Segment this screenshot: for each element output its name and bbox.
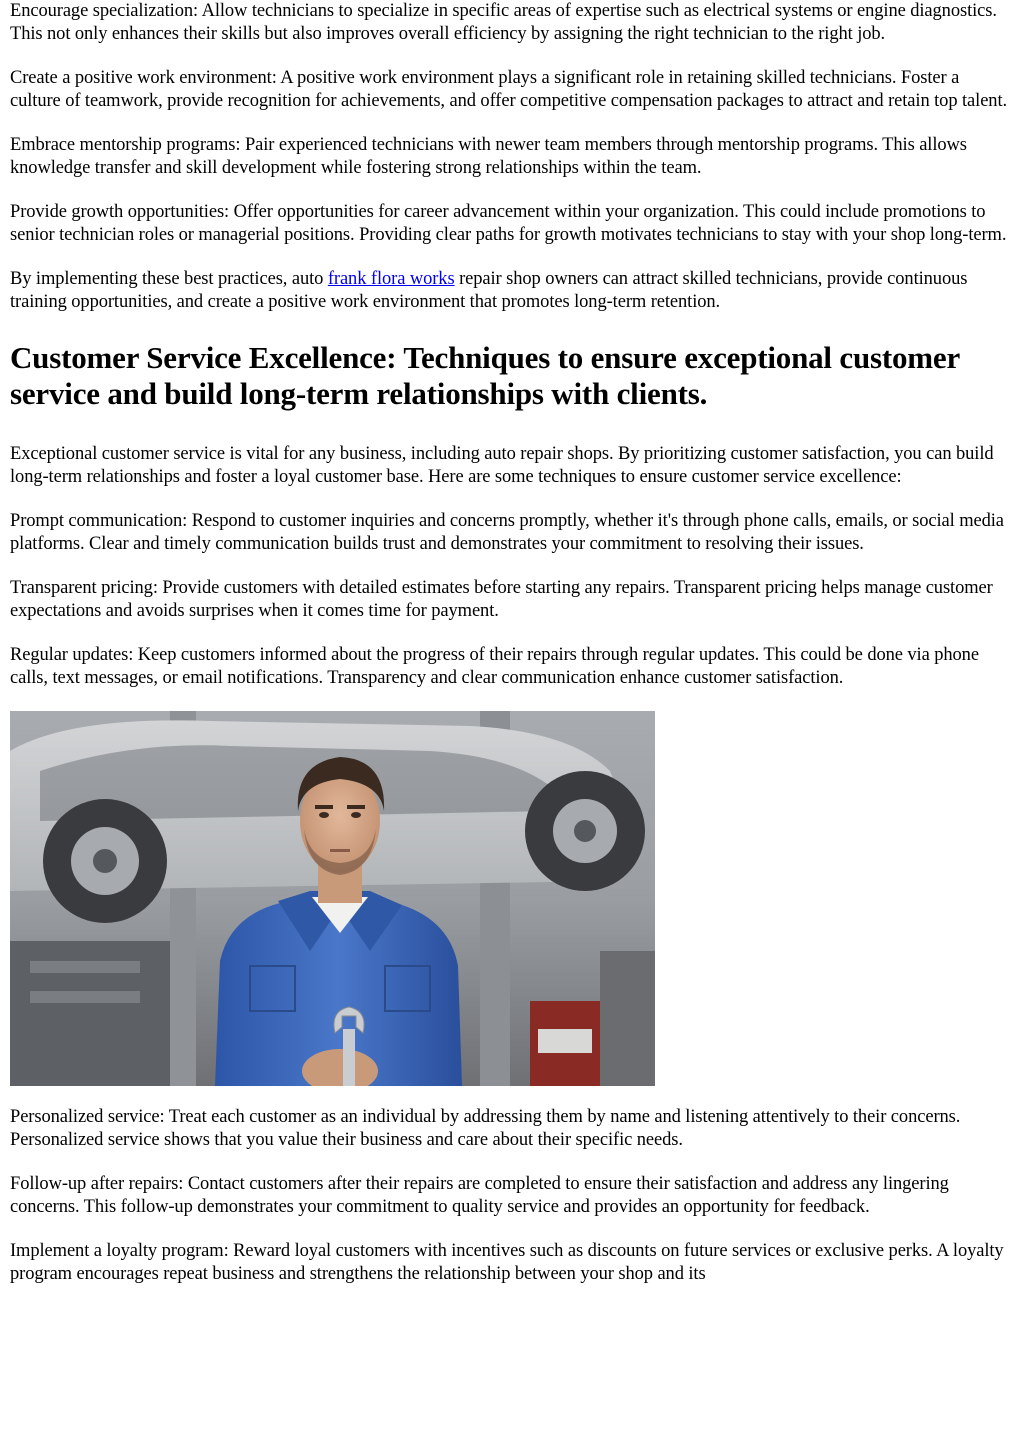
section-heading: Customer Service Excellence: Techniques to ensure exceptional customer service and build long-term relationships with clients. xyxy=(10,340,960,411)
paragraph-prompt-communication: Prompt communication: Respond to customer inquiries and concerns promptly, whether it's through phone calls, emails, or social media platforms. Clear and timely communication builds trust and demonstrates your commitment to resolving their issues. xyxy=(10,511,1004,554)
paragraph-follow-up: Follow-up after repairs: Contact customers after their repairs are completed to ensure their satisfaction and address any lingering concerns. This follow-up demonstrates your commitment to quality service and provides an opportunity for feedback. xyxy=(10,1174,949,1217)
paragraph-summary xyxy=(10,268,1014,314)
paragraph-work-environment: Create a positive work environment: A positive work environment plays a significant role in retaining skilled technicians. Foster a culture of teamwork, provide recognition for achievements, and offer competitive compensation packages to attract and retain top talent. xyxy=(10,68,1008,111)
paragraph-personalized-service: Personalized service: Treat each customer as an individual by addressing them by name and listening attentively to their concerns. Personalized service shows that you value their business and care about their specific needs. xyxy=(10,1107,961,1150)
paragraph-transparent-pricing: Transparent pricing: Provide customers with detailed estimates before starting any repairs. Transparent pricing helps manage customer expectations and avoids surprises when it comes time for payment. xyxy=(10,578,993,621)
frank-flora-works-link[interactable]: frank flora works xyxy=(327,269,455,289)
paragraph-regular-updates: Regular updates: Keep customers informed about the progress of their repairs through regular updates. This could be done via phone calls, text messages, or email notifications. Transparency and clear communication enhance customer satisfaction. xyxy=(10,645,979,688)
mechanic-photo xyxy=(10,711,655,1086)
paragraph-mentorship: Embrace mentorship programs: Pair experienced technicians with newer team members through mentorship programs. This allows knowledge transfer and skill development while fostering strong relationships within the team. xyxy=(10,135,967,178)
summary-before-link: By implementing these best practices, auto xyxy=(10,269,328,289)
paragraph-growth: Provide growth opportunities: Offer opportunities for career advancement within your organization. This could include promotions to senior technician roles or managerial positions. Providing clear paths for growth motivates technicians to stay with your shop long-term. xyxy=(10,202,1007,245)
paragraph-intro: Exceptional customer service is vital for any business, including auto repair shops. By prioritizing customer satisfaction, you can build long-term relationships and foster a loyal customer base. Here are some techniques to ensure customer service excellence: xyxy=(10,444,994,487)
paragraph-specialization: Encourage specialization: Allow technicians to specialize in specific areas of expertise such as electrical systems or engine diagnostics. This not only enhances their skills but also improves overall efficiency by assigning the right technician to the right job. xyxy=(10,1,997,44)
paragraph-loyalty-program: Implement a loyalty program: Reward loyal customers with incentives such as discounts on future services or exclusive perks. A loyalty program encourages repeat business and strengthens the relationship between your shop and its xyxy=(10,1241,1004,1284)
summary-after-link: repair shop owners can attract skilled technicians, provide continuous training opportunities, and create a positive work environment that promotes long-term retention. xyxy=(10,269,968,312)
